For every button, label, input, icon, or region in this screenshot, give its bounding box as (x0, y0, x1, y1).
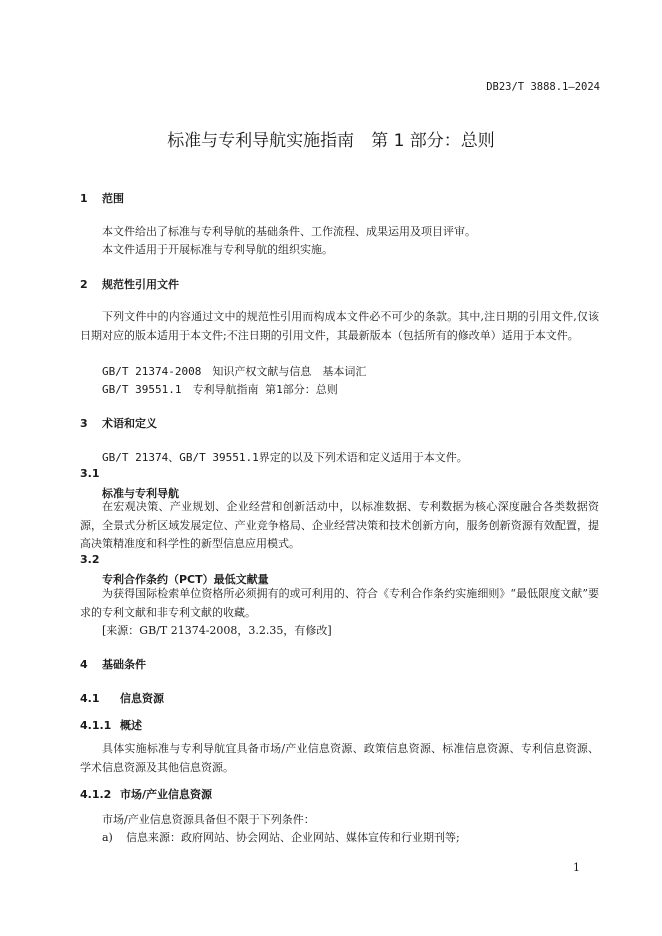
section-1-heading (80, 190, 124, 206)
section-title: 范围 (102, 192, 124, 205)
page-title: 标准与专利导航实施指南 第 1 部分：总则 (167, 131, 495, 151)
section-title: 概述 (120, 719, 142, 732)
section-4-1-1-paragraph: 具体实施标准与专利导航宜具备市场/产业信息资源、政策信息资源、标准信息资源、专利信息资源、学术信息资源及其他信息资源。 (80, 742, 599, 774)
section-number: 4.1.1 (80, 719, 112, 732)
term-3-2-definition: 为获得国际检索单位资格所必须拥有的或可利用的、符合《专利合作条约实施细则》“最低限度文献”要求的专利文献和非专利文献的收藏。 (80, 587, 599, 619)
section-title: 基础条件 (102, 658, 146, 671)
section-3-intro: GB/T 21374、GB/T 39551.1界定的以及下列术语和定义适用于本文件。 (102, 451, 468, 464)
section-4-1-2-heading (80, 786, 212, 802)
section-2-heading (80, 276, 179, 292)
section-2-paragraph: 下列文件中的内容通过文中的规范性引用而构成本文件必不可少的条款。其中,注日期的引用文件,仅该日期对应的版本适用于本文件;不注日期的引用文件，其最新版本（包括所有的修改单）适用于本文件。 (80, 310, 599, 342)
section-4-heading (80, 656, 146, 672)
document-code: DB23/T 3888.1—2024 (486, 81, 600, 93)
section-number: 4.1 (80, 692, 100, 705)
section-title: 规范性引用文件 (102, 278, 179, 291)
term-3-1-definition: 在宏观决策、产业规划、企业经营和创新活动中，以标准数据、专利数据为核心深度融合各类数据资源，全景式分析区域发展定位、产业竞争格局、企业经营决策和技术创新方向，服务创新资源有效配置，提高决策精准度和科学性的新型信息应用模式。 (80, 500, 599, 550)
list-item-text: 信息来源：政府网站、协会网站、企业网站、媒体宣传和行业期刊等; (126, 831, 460, 844)
section-title: 信息资源 (120, 692, 164, 705)
section-4-1-1-heading (80, 717, 142, 733)
section-4-1-2-intro: 市场/产业信息资源具备但不限于下列条件： (102, 813, 315, 826)
term-3-2-title: 专利合作条约（PCT）最低文献量 (102, 573, 269, 586)
list-item-label: a) (102, 831, 113, 844)
section-number: 4 (80, 658, 88, 671)
list-item-a (102, 829, 460, 845)
section-title: 市场/产业信息资源 (120, 788, 213, 801)
section-3-heading (80, 415, 157, 431)
term-3-2-source: [来源：GB/T 21374-2008，3.2.35，有修改] (102, 624, 332, 637)
section-number: 2 (80, 278, 88, 291)
normative-reference-1: GB/T 21374-2008 知识产权文献与信息 基本词汇 (102, 365, 367, 378)
section-number: 3 (80, 417, 88, 430)
term-3-1-number: 3.1 (80, 467, 100, 480)
section-1-paragraph-2: 本文件适用于开展标准与专利导航的组织实施。 (102, 243, 333, 256)
section-4-1-heading (80, 690, 164, 706)
section-title: 术语和定义 (102, 417, 157, 430)
term-3-1-title: 标准与专利导航 (102, 487, 179, 500)
normative-reference-2: GB/T 39551.1 专利导航指南 第1部分：总则 (102, 383, 338, 396)
page-number: 1 (573, 861, 580, 874)
section-number: 4.1.2 (80, 788, 112, 801)
term-3-2-number: 3.2 (80, 553, 100, 566)
section-1-paragraph-1: 本文件给出了标准与专利导航的基础条件、工作流程、成果运用及项目评审。 (102, 225, 476, 238)
section-number: 1 (80, 192, 88, 205)
